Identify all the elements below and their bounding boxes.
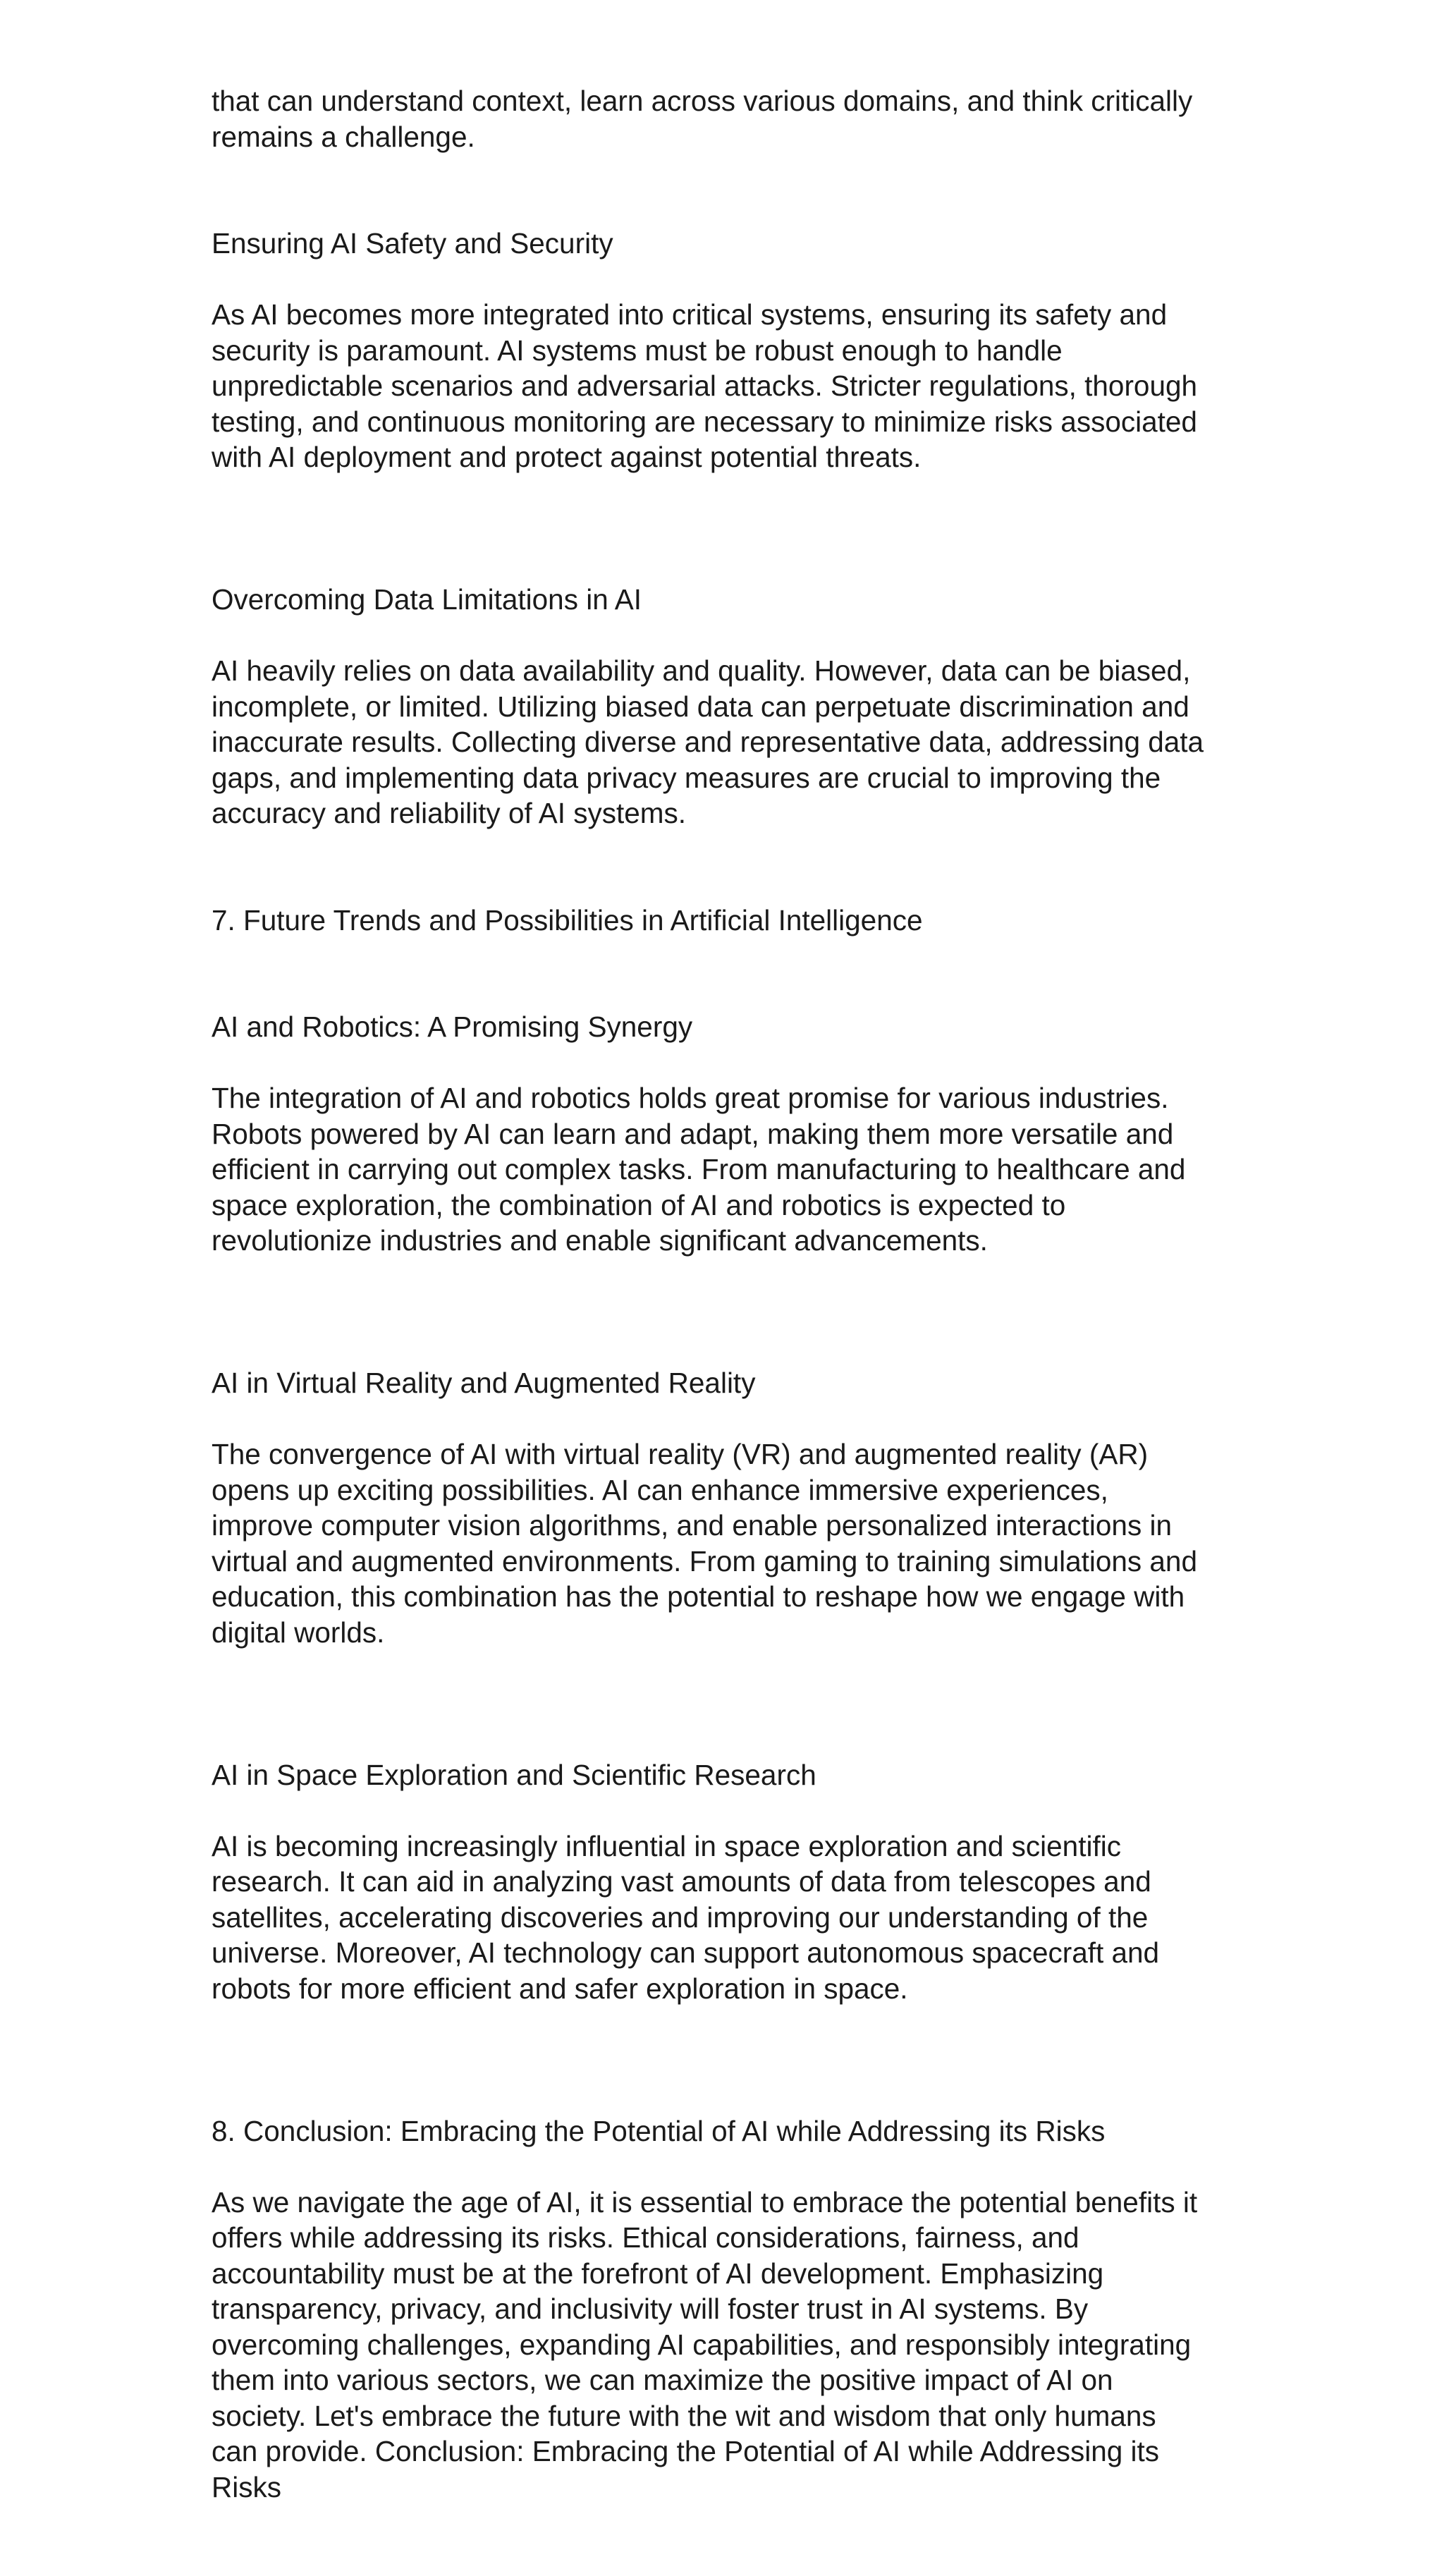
chapter-8-heading: 8. Conclusion: Embracing the Potential of AI while Addressing its Risks bbox=[212, 2114, 1106, 2147]
section-data-limitations bbox=[212, 547, 1241, 867]
section-conclusion bbox=[212, 2077, 1241, 2541]
section-body: As we navigate the age of AI, it is essential to embrace the potential benefits it offers while addressing its risks. Ethical considerations, fairness, and accountability must be at the forefront of AI development. Emphasizing transparency, privacy, and inclusivity will foster trust in AI systems. By overcoming challenges, expanding AI capabilities, and responsibly integrating them into various sectors, we can maximize the positive impact of AI on society. Let's embrace the future with the wit and wisdom that only humans can provide. Conclusion: Embracing the Potential of AI while Addressing its Risks bbox=[212, 2185, 1198, 2503]
section-heading: Ensuring AI Safety and Security bbox=[212, 227, 613, 260]
document-body bbox=[212, 83, 1241, 2576]
section-body: AI is becoming increasingly influential in space exploration and scientific research. It can aid in analyzing vast amounts of data from telescopes and satellites, accelerating discoveries and improving our understanding of the universe. Moreover, AI technology can support autonomous spacecraft and robots for more efficient and safer exploration in space. bbox=[212, 1829, 1160, 2005]
section-body: The convergence of AI with virtual reality (VR) and augmented reality (AR) opens up exciting possibilities. AI can enhance immersive experiences, improve computer vision algorithms, and enable personalized interactions in virtual and augmented environments. From gaming to training simulations and education, this combination has the potential to reshape how we engage with digital worlds. bbox=[212, 1438, 1197, 1649]
section-heading: Overcoming Data Limitations in AI bbox=[212, 583, 642, 616]
intro-paragraph: that can understand context, learn across various domains, and think critically remains a challenge. bbox=[212, 85, 1193, 153]
section-heading: AI in Space Exploration and Scientific Research bbox=[212, 1758, 816, 1791]
section-ai-vr-ar bbox=[212, 1330, 1241, 1686]
section-body: As AI becomes more integrated into critical systems, ensuring its safety and security is paramount. AI systems must be robust enough to handle unpredictable scenarios and adversarial attacks. Stricter regulations, thorough testing, and continuous monitoring are necessary to minimize risks associated with AI deployment and protect against potential threats. bbox=[212, 298, 1198, 473]
section-ai-robotics bbox=[212, 974, 1241, 1295]
section-heading: AI in Virtual Reality and Augmented Reality bbox=[212, 1367, 756, 1399]
section-body: AI heavily relies on data availability and quality. However, data can be biased, incomplete, or limited. Utilizing biased data can perpetuate discrimination and inaccurate results. Collecting diverse and representative data, addressing data gaps, and implementing data privacy measures are crucial to improving the accuracy and reliability of AI systems. bbox=[212, 654, 1204, 829]
chapter-7-title: 7. Future Trends and Possibilities in Artificial Intelligence bbox=[212, 903, 923, 936]
section-ai-space bbox=[212, 1721, 1241, 2042]
section-ai-safety bbox=[212, 190, 1241, 511]
section-heading: AI and Robotics: A Promising Synergy bbox=[212, 1011, 693, 1043]
section-body: The integration of AI and robotics holds great promise for various industries. Robots powered by AI can learn and adapt, making them more versatile and efficient in carrying out complex tasks. From manufacturing to healthcare and space exploration, the combination of AI and robotics is expected to revolutionize industries and enable significant advancements. bbox=[212, 1082, 1186, 1257]
